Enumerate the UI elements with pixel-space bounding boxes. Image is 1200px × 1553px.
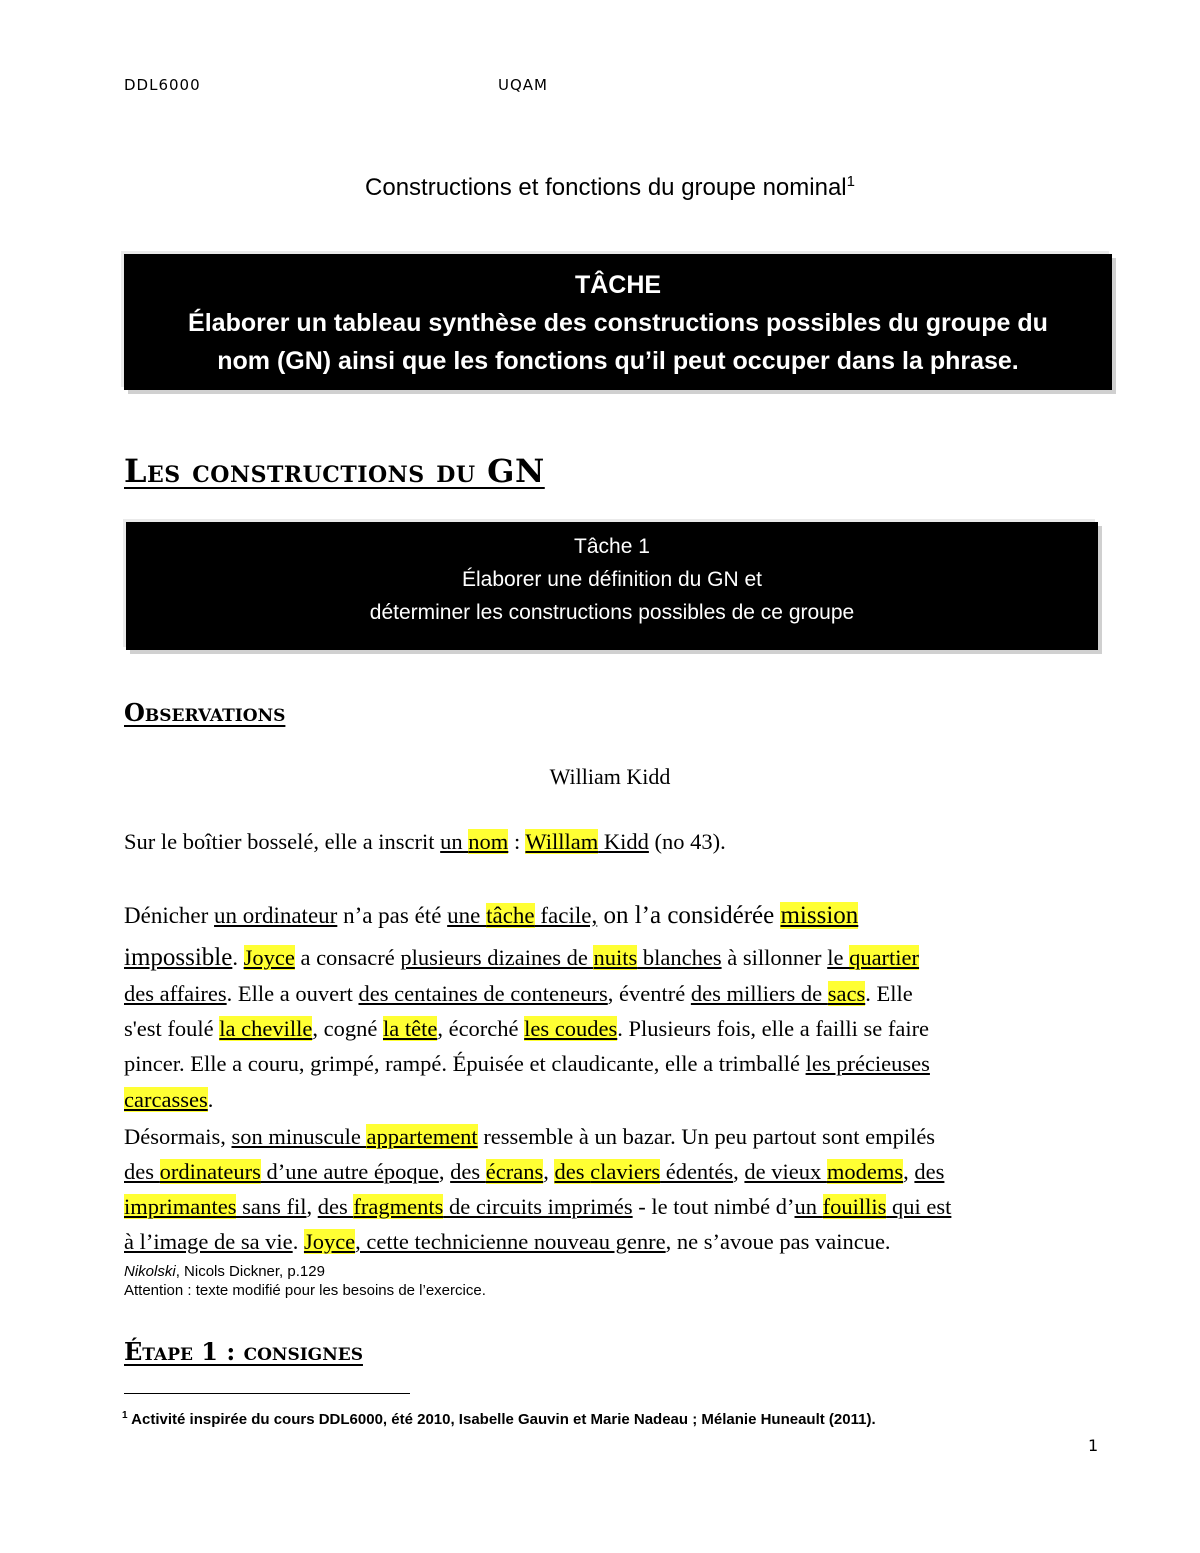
p1-line1 [124,898,1104,934]
gn-span: facile, [534,903,598,928]
gn-span: impossible [124,944,233,971]
text-span: , [903,1159,915,1184]
task1-box-line1: Tâche 1 [574,535,650,558]
text-span: , éventré [607,981,691,1006]
gn-span: des [914,1159,945,1184]
gn-span: édentés [660,1159,734,1184]
gn-span: des [124,1159,160,1184]
text-span: on l’a considérée [597,902,781,929]
noyau-span: Joyce [243,945,295,970]
p2-line4 [124,1224,1104,1260]
footnote-number: 1 [122,1410,128,1421]
noyau-span: ordinateurs [159,1159,261,1184]
noyau-span: sacs [827,981,866,1006]
noyau-span: Joyce [303,1229,356,1254]
text-span: , [438,1159,451,1184]
text-span: , cogné [312,1016,383,1041]
gn-span: d’une autre époque [260,1159,439,1184]
task-box-line2: Élaborer un tableau synthèse des constructions possibles du groupe du [188,309,1048,337]
task-box-line1: TÂCHE [574,271,662,299]
task1-box [126,522,1098,650]
text-span: s'est foulé [124,1016,220,1041]
text-span: pincer. Elle a couru, grimpé, rampé. Épuisée et claudicante, elle a trimballé [124,1051,806,1076]
noyau-span: tâche [486,903,535,928]
gn-span: qui est [886,1194,952,1219]
text-span: , [306,1194,318,1219]
noyau-span: quartier [849,945,920,970]
gn-span: son minuscule [231,1124,367,1149]
gn-span: un [440,829,469,854]
observations-heading: Observations [124,698,286,727]
gn-span: de vieux [744,1159,827,1184]
noyau-span: nom [468,829,509,854]
p1-line5 [124,1046,1104,1082]
task-box-line3: nom (GN) ainsi que les fonctions qu’il peut occuper dans la phrase. [217,347,1019,375]
text-span: . [232,945,244,970]
text-span: n’a pas été [337,903,448,928]
gn-span: des [317,1194,354,1219]
text-span: . [207,1087,214,1112]
gn-span: un [794,1194,823,1219]
gn-span: blanches [637,945,722,970]
task1-box-line3: déterminer les constructions possibles de ce groupe [369,601,855,624]
text-span: : [508,829,526,854]
gn-span: des centaines de conteneurs [358,981,608,1006]
text-span: à sillonner [721,945,828,970]
noyau-span: appartement [366,1124,478,1149]
gn-span: un ordinateur [214,903,338,928]
noyau-span: carcasses [124,1087,208,1112]
gn-span: de circuits imprimés [443,1194,633,1219]
page-title [0,174,1200,202]
header-center: UQAM [498,76,548,94]
sentence-1 [124,824,1104,860]
task-box [124,254,1112,390]
footnote-text: Activité inspirée du cours DDL6000, été 2010, Isabelle Gauvin et Marie Nadeau ; Mélanie Huneault (2011). [127,1411,876,1428]
source-note: Attention : texte modifié pour les besoins de l’exercice. [124,1282,486,1299]
text-span: , ne s’avoue pas vaincue. [665,1229,891,1254]
text-title: William Kidd [549,764,671,789]
text-span: Sur le boîtier bosselé, elle a inscrit [124,829,441,854]
gn-span: le [827,945,850,970]
step1-heading: Étape 1 : consignes [124,1337,363,1366]
noyau-span: écrans [485,1159,544,1184]
gn-span: sans fil [236,1194,307,1219]
source-citation [124,1263,325,1281]
text-span: , écorché [437,1016,525,1041]
gn-span: des milliers de [690,981,828,1006]
text-span: a consacré [294,945,401,970]
gn-span: des [450,1159,486,1184]
gn-highlight-span: la tête [382,1016,438,1041]
text-span: . Elle a ouvert [226,981,359,1006]
source-book: Nikolski [124,1263,176,1280]
noyau-span: claviers [590,1159,661,1184]
p1-line3 [124,976,1104,1012]
text-span: - le tout nimbé d’ [632,1194,795,1219]
title-footnote-ref: 1 [846,173,855,190]
footnote-separator [124,1393,410,1394]
text-span: Désormais, [124,1124,232,1149]
p2-line1 [124,1119,1104,1155]
noyau-span: Willlam [525,829,599,854]
noyau-span: imprimantes [124,1194,237,1219]
p1-line6 [124,1082,1104,1118]
title-text: Constructions et fonctions du groupe nominal [365,174,847,201]
gn-span: les précieuses [805,1051,930,1076]
noyau-span: fouillis [822,1194,887,1219]
page-number: 1 [1088,1436,1099,1455]
gn-highlight-span: la cheville [219,1016,313,1041]
gn-span: Kidd [598,829,649,854]
p2-line2 [124,1154,1104,1190]
gn-highlight-span: les coudes [524,1016,618,1041]
gn-span: , cette technicienne nouveau genre [355,1229,666,1254]
p1-line4 [124,1011,1104,1047]
text-span: . Plusieurs fois, elle a failli se faire [617,1016,930,1041]
source-author: , Nicols Dickner, p.129 [175,1263,325,1280]
p2-line3 [124,1189,1104,1225]
gn-span: une [447,903,487,928]
gn-span: des affaires [124,981,227,1006]
gn-highlight-span: des [554,1159,591,1184]
noyau-span: mission [780,902,859,929]
text-span: (no 43). [648,829,726,854]
noyau-span: fragments [353,1194,444,1219]
p1-line2 [124,940,1104,976]
header-left: DDL6000 [124,76,201,94]
noyau-span: modems [826,1159,904,1184]
gn-span: à l’image de sa vie [124,1229,293,1254]
gn-span: plusieurs dizaines de [400,945,594,970]
footnote [122,1410,876,1428]
text-span: , [733,1159,745,1184]
text-span: ressemble à un bazar. Un peu partout sont empilés [477,1124,936,1149]
text-span: Dénicher [124,903,215,928]
text-span: . Elle [865,981,913,1006]
text-span: . [292,1229,304,1254]
text-span: , [543,1159,555,1184]
section-heading-constructions: Les constructions du GN [124,452,545,490]
task1-box-line2: Élaborer une définition du GN et [461,568,763,591]
noyau-span: nuits [593,945,638,970]
